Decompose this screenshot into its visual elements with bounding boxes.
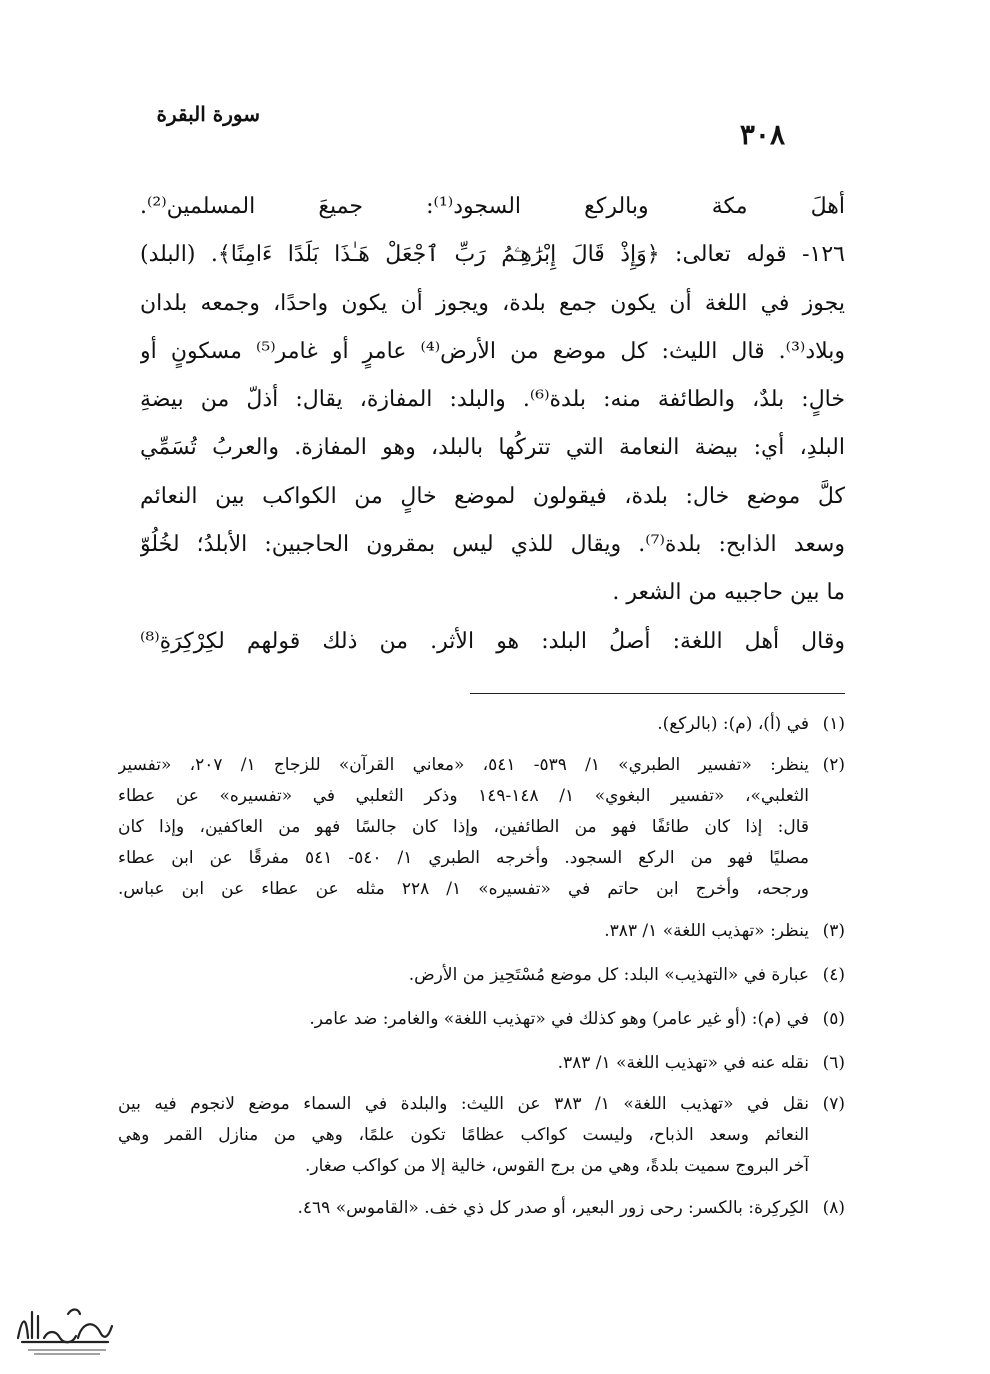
main-text-line: يجوز في اللغة أن يكون جمع بلدة، ويجوز أن يكون واحدًا، وجمعه بلدان	[140, 290, 845, 316]
footnote-line: النعائم وسعد الذباح، وليست كواكب عظامًا تكون علمًا، وهي من منازل القمر وهي	[118, 1125, 809, 1145]
footnote	[118, 1089, 845, 1182]
footnote-line: مصليًا فهو من الركع السجود. وأخرجه الطبري ١/ ٥٤٠- ٥٤١ مفرقًا عن ابن عطاء	[118, 848, 809, 868]
main-text-line: البلدِ، أي: بيضة النعامة التي تتركُها بالبلد، وهو المفازة. والعربُ تُسَمِّي	[140, 435, 845, 461]
footnote	[118, 957, 845, 993]
footnote-number: (٤)	[822, 965, 845, 985]
footnote-number: (١)	[822, 714, 845, 734]
main-text-line: أهلَ مكة وبالركع السجود⁽¹⁾: جميعَ المسلمين⁽²⁾.	[140, 194, 845, 219]
footnote	[118, 706, 845, 742]
footnote-divider	[470, 693, 845, 694]
footnote-line: عبارة في «التهذيب» البلد: كل موضع مُسْتَحِيز من الأرض.	[408, 965, 809, 985]
footnote	[118, 1190, 845, 1226]
main-text-line: ١٢٦- قوله تعالى: ﴿وَإِذْ قَالَ إِبْرَٰهِـۧمُ رَبِّ ٱجْعَلْ هَـٰذَا بَلَدًا ءَامِنًا﴾. (البلد)	[140, 242, 845, 268]
running-header-title: سورة البقرة	[156, 102, 260, 126]
footnote-line: نقل في «تهذيب اللغة» ١/ ٣٨٣ عن الليث: والبلدة في السماء موضع لانجوم فيه بين	[118, 1094, 809, 1114]
footnote-number: (٣)	[822, 921, 845, 941]
main-text-line: وبلاد⁽³⁾. قال الليث: كل موضع من الأرض⁽⁴⁾ عامرٍ أو غامر⁽⁵⁾ مسكونٍ أو	[140, 338, 845, 364]
footnote-line: في (أ)، (م): (بالركع).	[657, 714, 809, 734]
main-text	[140, 183, 845, 666]
footnote-line: آخر البروج سميت بلدةً، وهي من برج القوس، خالية إلا من كواكب صغار.	[304, 1156, 809, 1176]
footnote-line: نقله عنه في «تهذيب اللغة» ١/ ٣٨٣.	[557, 1053, 809, 1073]
footnote	[118, 1045, 845, 1081]
footnote-number: (٧)	[822, 1094, 845, 1114]
page-number: ٣٠٨	[739, 118, 785, 151]
footnote-line: ينظر: «تفسير الطبري» ١/ ٥٣٩- ٥٤١، «معاني القرآن» للزجاج ١/ ٢٠٧، «تفسير	[118, 755, 809, 775]
publisher-logo-icon	[8, 1298, 118, 1360]
main-text-line: خالٍ: بلدٌ، والطائفة منه: بلدة⁽⁶⁾. والبلد: المفازة، يقال: أذلّ من بيضةِ	[140, 387, 845, 413]
footnote-line: الثعلبي»، «تفسير البغوي» ١/ ١٤٨-١٤٩ وذكر الثعلبي في «تفسيره» عن عطاء	[118, 786, 809, 806]
footnote-number: (٨)	[822, 1198, 845, 1218]
main-text-line: وقال أهل اللغة: أصلُ البلد: هو الأثر. من ذلك قولهم لكِرْكِرَةِ⁽⁸⁾	[140, 628, 845, 654]
footnote-line: قال: إذا كان طائفًا فهو من الطائفين، وإذا كان جالسًا فهو من العاكفين، وإذا كان	[118, 817, 809, 837]
footnotes	[118, 706, 845, 1234]
footnote	[118, 750, 845, 905]
footnote-line: الكِركِرة: بالكسر: رحى زور البعير، أو صدر كل ذي خف. «القاموس» ٤٦٩.	[297, 1198, 809, 1218]
main-text-line: كلَّ موضع خال: بلدة، فيقولون لموضع خالٍ من الكواكب بين النعائم	[140, 483, 845, 509]
footnote	[118, 913, 845, 949]
footnote-line: في (م): (أو غير عامر) وهو كذلك في «تهذيب اللغة» والغامر: ضد عامر.	[309, 1009, 809, 1029]
footnote-number: (٥)	[822, 1009, 845, 1029]
footnote-number: (٢)	[822, 755, 845, 775]
main-text-line: ما بين حاجبيه من الشعر .	[612, 580, 845, 606]
footnote-line: ينظر: «تهذيب اللغة» ١/ ٣٨٣.	[604, 921, 809, 941]
footnote	[118, 1001, 845, 1037]
footnote-number: (٦)	[822, 1053, 845, 1073]
main-text-line: وسعد الذابح: بلدة⁽⁷⁾. ويقال للذي ليس بمقرون الحاجبين: الأبلدُ؛ لخُلُوّ	[140, 532, 845, 558]
footnote-line: ورجحه، وأخرج ابن حاتم في «تفسيره» ١/ ٢٢٨ مثله عن عطاء عن ابن عباس.	[118, 879, 809, 899]
